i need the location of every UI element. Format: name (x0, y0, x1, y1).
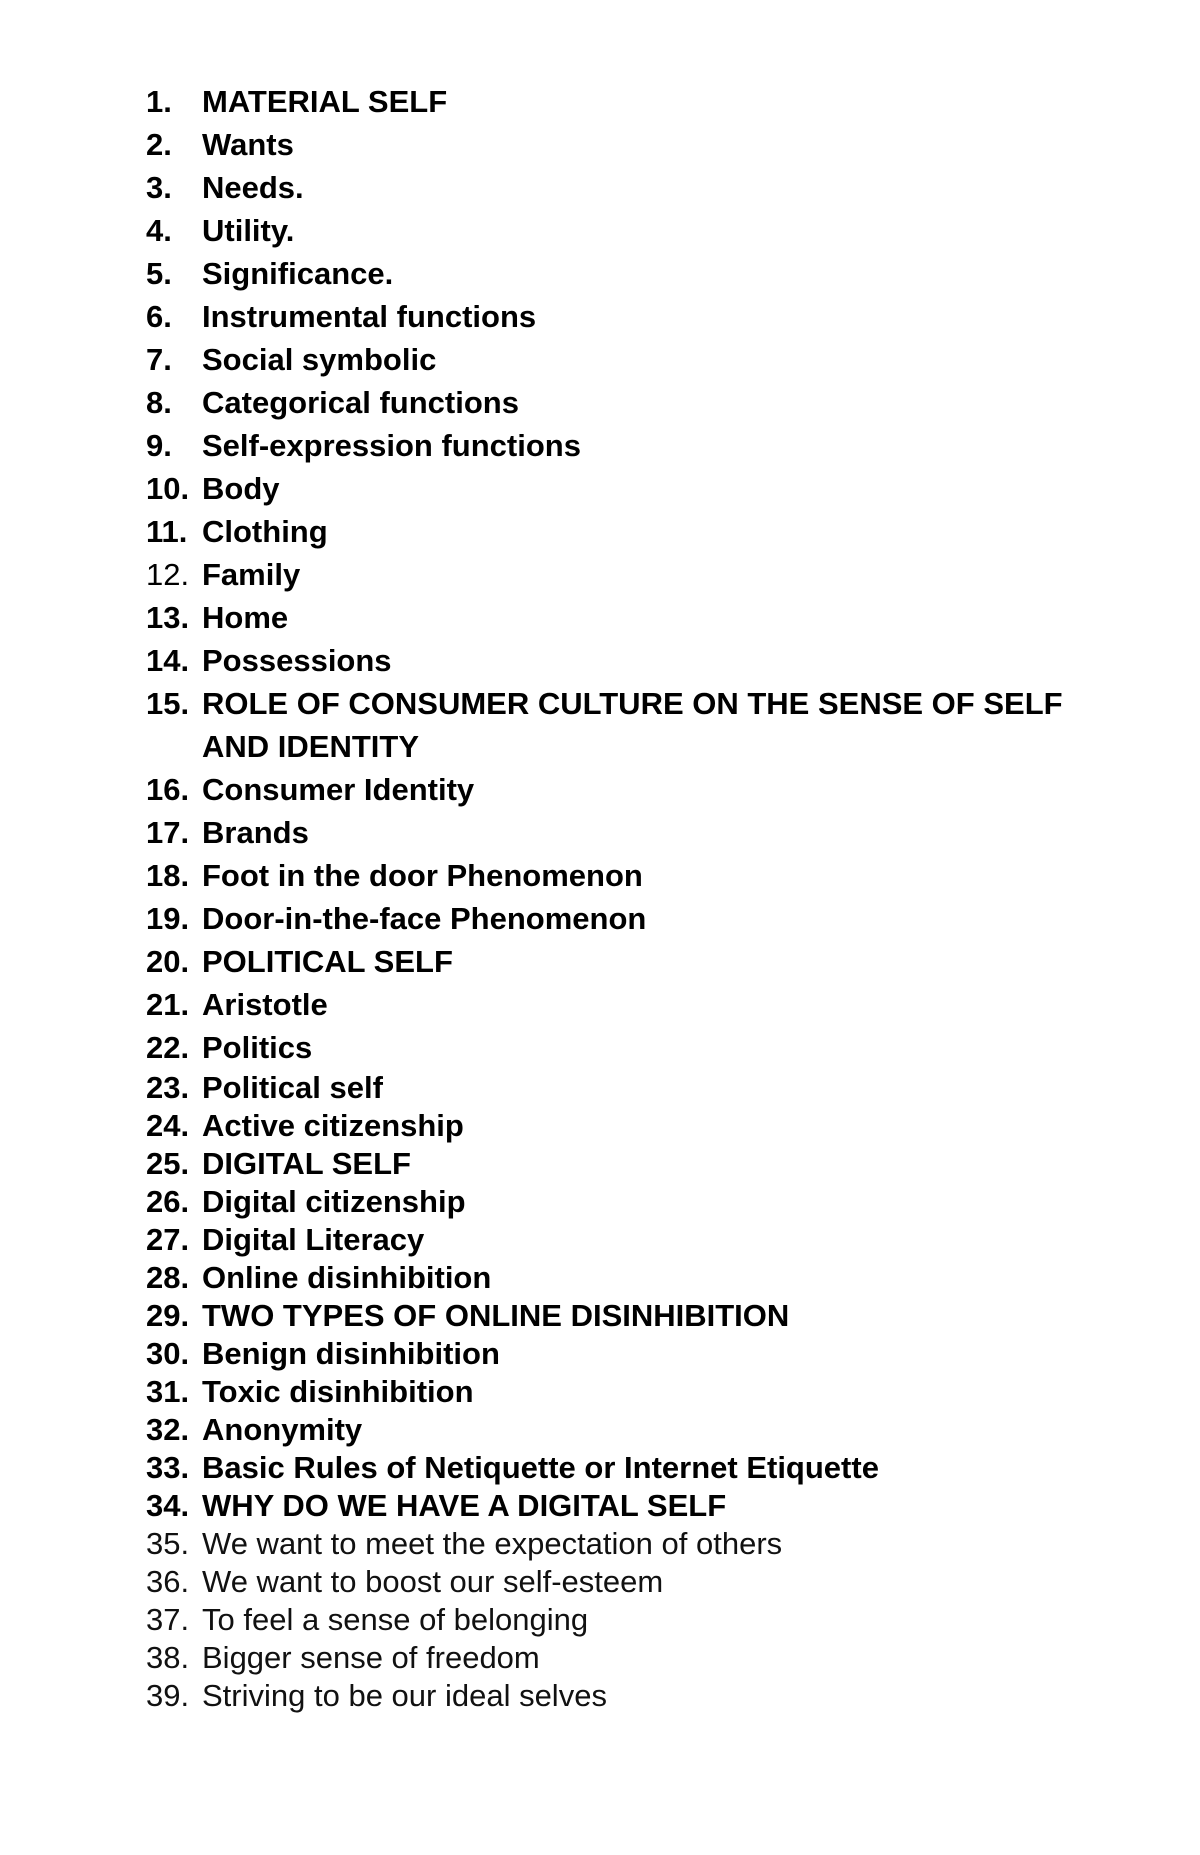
list-item (146, 295, 1086, 338)
list-item (146, 1221, 1086, 1259)
list-item-text: Instrumental functions (202, 299, 537, 334)
list-item-number: 7. (146, 342, 172, 377)
list-item (146, 1487, 1086, 1525)
list-item-text: Body (202, 471, 280, 506)
list-item-number: 18. (146, 858, 190, 893)
list-item (146, 1183, 1086, 1221)
list-item-number: 6. (146, 299, 172, 334)
list-item (146, 1563, 1086, 1601)
list-item (146, 1373, 1086, 1411)
list-item-text: Aristotle (202, 987, 328, 1022)
list-item-number: 3. (146, 170, 172, 205)
list-item-text: Needs. (202, 170, 304, 205)
list-item-number: 1. (146, 84, 172, 119)
list-item-number: 37. (146, 1602, 190, 1637)
list-item-text: Door-in-the-face Phenomenon (202, 901, 647, 936)
list-item-text: Foot in the door Phenomenon (202, 858, 643, 893)
list-item (146, 768, 1086, 811)
list-item-text: Benign disinhibition (202, 1336, 500, 1371)
list-item-text: Categorical functions (202, 385, 519, 420)
list-item-number: 23. (146, 1070, 190, 1105)
list-item (146, 1107, 1086, 1145)
list-item-number: 20. (146, 944, 190, 979)
list-item (146, 424, 1086, 467)
list-item-text: Political self (202, 1070, 383, 1105)
list-item (146, 1639, 1086, 1677)
list-item-text: MATERIAL SELF (202, 84, 448, 119)
list-item-text: ROLE OF CONSUMER CULTURE ON THE SENSE OF SELF AND IDENTITY (202, 686, 1063, 764)
list-item (146, 1411, 1086, 1449)
list-item (146, 1677, 1086, 1715)
list-item-number: 32. (146, 1412, 190, 1447)
list-item (146, 1601, 1086, 1639)
list-item (146, 1297, 1086, 1335)
list-item-number: 26. (146, 1184, 190, 1219)
list-item-number: 2. (146, 127, 172, 162)
outline-list (146, 80, 1086, 1715)
list-item-text: WHY DO WE HAVE A DIGITAL SELF (202, 1488, 727, 1523)
list-item (146, 1026, 1086, 1069)
list-item-number: 34. (146, 1488, 190, 1523)
list-item-number: 28. (146, 1260, 190, 1295)
list-item-text: Digital Literacy (202, 1222, 425, 1257)
list-item (146, 80, 1086, 123)
list-item-text: Family (202, 557, 301, 592)
list-item-text: Significance. (202, 256, 394, 291)
list-item (146, 166, 1086, 209)
list-item-number: 30. (146, 1336, 190, 1371)
list-item-text: POLITICAL SELF (202, 944, 453, 979)
list-item (146, 811, 1086, 854)
list-item (146, 1525, 1086, 1563)
list-item-text: Utility. (202, 213, 295, 248)
list-item-text: Consumer Identity (202, 772, 475, 807)
list-item (146, 467, 1086, 510)
list-item-number: 25. (146, 1146, 190, 1181)
list-item-text: Anonymity (202, 1412, 363, 1447)
list-item-text: Wants (202, 127, 294, 162)
list-item-text: Home (202, 600, 289, 635)
list-item-number: 10. (146, 471, 190, 506)
list-item-number: 13. (146, 600, 190, 635)
list-item-text: Digital citizenship (202, 1184, 466, 1219)
list-item-text: Possessions (202, 643, 392, 678)
list-item (146, 338, 1086, 381)
list-item (146, 897, 1086, 940)
list-item-text: To feel a sense of belonging (202, 1602, 589, 1637)
list-item (146, 510, 1086, 553)
list-item-text: TWO TYPES OF ONLINE DISINHIBITION (202, 1298, 790, 1333)
list-item-text: Brands (202, 815, 309, 850)
list-item (146, 252, 1086, 295)
list-item (146, 682, 1086, 768)
list-item (146, 1335, 1086, 1373)
list-item (146, 940, 1086, 983)
list-item-number: 39. (146, 1678, 190, 1713)
list-item-number: 5. (146, 256, 172, 291)
list-item (146, 854, 1086, 897)
list-item (146, 553, 1086, 596)
list-item (146, 596, 1086, 639)
list-item (146, 1449, 1086, 1487)
list-item-number: 36. (146, 1564, 190, 1599)
list-item-text: Bigger sense of freedom (202, 1640, 540, 1675)
list-item-number: 27. (146, 1222, 190, 1257)
list-item (146, 381, 1086, 424)
list-item-text: We want to boost our self-esteem (202, 1564, 664, 1599)
list-item (146, 639, 1086, 682)
list-item-number: 29. (146, 1298, 190, 1333)
list-item-number: 8. (146, 385, 172, 420)
list-item-number: 19. (146, 901, 190, 936)
list-item-number: 12. (146, 557, 190, 592)
list-item-text: Basic Rules of Netiquette or Internet Etiquette (202, 1450, 879, 1485)
list-item (146, 1259, 1086, 1297)
list-item-number: 15. (146, 686, 190, 721)
list-item-text: Striving to be our ideal selves (202, 1678, 607, 1713)
list-item-text: Politics (202, 1030, 313, 1065)
list-item (146, 209, 1086, 252)
list-item-number: 38. (146, 1640, 190, 1675)
list-item-text: Self-expression functions (202, 428, 581, 463)
list-item-text: Toxic disinhibition (202, 1374, 474, 1409)
list-item-number: 21. (146, 987, 190, 1022)
list-item-number: 31. (146, 1374, 190, 1409)
list-item-number: 14. (146, 643, 190, 678)
list-item-number: 24. (146, 1108, 190, 1143)
list-item-text: Online disinhibition (202, 1260, 492, 1295)
list-item-number: 11. (146, 514, 188, 549)
list-item-text: DIGITAL SELF (202, 1146, 411, 1181)
list-item-number: 22. (146, 1030, 190, 1065)
list-item-number: 35. (146, 1526, 190, 1561)
list-item (146, 1145, 1086, 1183)
list-item-text: Clothing (202, 514, 328, 549)
list-item (146, 123, 1086, 166)
list-item-number: 16. (146, 772, 190, 807)
list-item-text: Active citizenship (202, 1108, 464, 1143)
list-item-text: Social symbolic (202, 342, 437, 377)
list-item-number: 9. (146, 428, 172, 463)
list-item (146, 1069, 1086, 1107)
list-item-text: We want to meet the expectation of others (202, 1526, 783, 1561)
list-item-number: 4. (146, 213, 172, 248)
list-item (146, 983, 1086, 1026)
list-item-number: 17. (146, 815, 190, 850)
list-item-number: 33. (146, 1450, 190, 1485)
